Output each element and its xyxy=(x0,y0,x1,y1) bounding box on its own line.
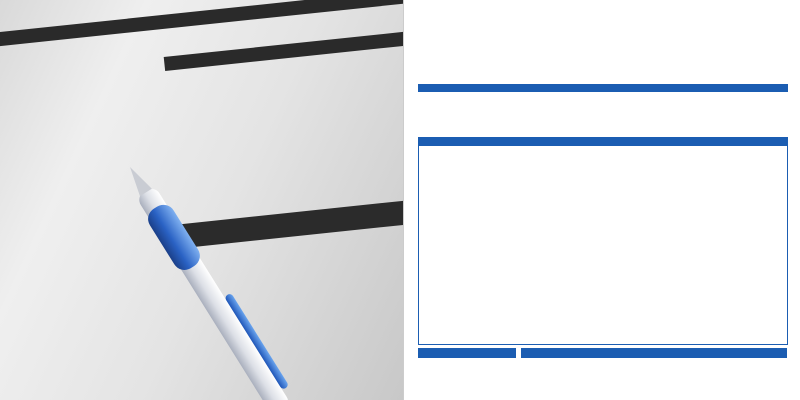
specialties-heading xyxy=(521,348,787,358)
printed-specialties-heading xyxy=(166,187,403,250)
menu-document xyxy=(403,0,800,400)
futomaki-bar xyxy=(418,137,788,145)
hosomaki-bar xyxy=(418,84,788,92)
futomaki-band xyxy=(164,30,403,71)
pen-tip xyxy=(124,163,152,196)
printed-specialties-left xyxy=(0,247,174,268)
futomaki-frame xyxy=(418,145,788,345)
tapas-heading xyxy=(418,348,516,358)
